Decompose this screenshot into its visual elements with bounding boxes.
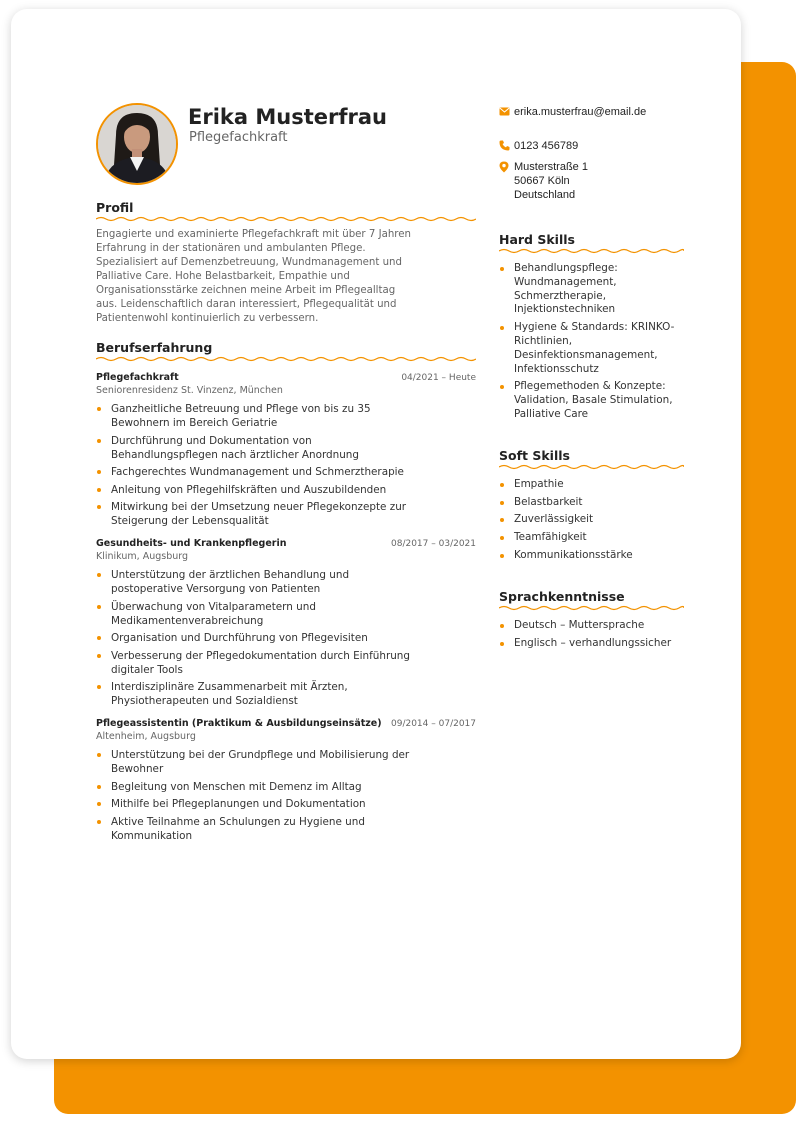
job-bullets <box>96 748 476 843</box>
section-heading-hard-skills: Hard Skills <box>499 232 575 247</box>
job-company: Seniorenresidenz St. Vinzenz, München <box>96 385 283 396</box>
bullet-item: Anleitung von Pflegehilfskräften und Auszubildenden <box>96 483 416 497</box>
skill-item: Kommunikationsstärke <box>499 549 684 563</box>
envelope-icon <box>499 105 514 120</box>
phone-icon <box>499 139 514 155</box>
contact-email[interactable] <box>499 105 684 120</box>
bullet-item: Aktive Teilnahme an Schulungen zu Hygiene und Kommunikation <box>96 815 416 843</box>
bullet-item: Verbesserung der Pflegedokumentation durch Einführung digitaler Tools <box>96 649 416 677</box>
email-text[interactable]: erika.musterfrau@email.de <box>514 106 647 118</box>
bullet-item: Fachgerechtes Wundmanagement und Schmerztherapie <box>96 465 416 479</box>
job-entry <box>96 718 476 843</box>
experience-section <box>96 340 476 843</box>
skill-item: Teamfähigkeit <box>499 531 684 545</box>
bullet-item: Unterstützung der ärztlichen Behandlung und postoperative Versorgung von Patienten <box>96 568 416 596</box>
contact-address <box>499 160 684 202</box>
resume-page <box>11 9 741 1059</box>
phone-text[interactable]: 0123 456789 <box>514 140 579 152</box>
bullet-item: Durchführung und Dokumentation von Behandlungspflegen nach ärztlicher Anordnung <box>96 434 416 462</box>
section-heading-soft-skills: Soft Skills <box>499 447 570 463</box>
profile-text: Engagierte und examinierte Pflegefachkraft mit über 7 Jahren Erfahrung in der stationären und ambulanten Pflege. Spezialisiert auf Demenzbetreuung, Wundmanagement und Palliative Care. Hohe Belastbarkeit, Empathie und Organisationsstärke zeichnen meine Arbeit im Pflegealltag aus. Leidenschaftlich daran interessiert, Pflegequalität und Patientenwohl kontinuierlich zu verbessern. <box>96 229 411 324</box>
skill-item: Belastbarkeit <box>499 496 684 510</box>
right-column <box>499 95 684 654</box>
contact-phone[interactable] <box>499 139 684 155</box>
soft-skills-section <box>499 448 684 563</box>
job-date: 08/2017 – 03/2021 <box>391 539 476 549</box>
hard-skills-list <box>499 262 684 422</box>
skill-item: Hygiene & Standards: KRINKO-Richtlinien, Desinfektionsmanagement, Infektionsschutz <box>499 321 684 376</box>
address-line: Deutschland <box>514 189 576 201</box>
address-line: Musterstraße 1 <box>514 161 588 173</box>
bullet-item: Mithilfe bei Pflegeplanungen und Dokumentation <box>96 797 416 811</box>
resume-header <box>96 95 476 190</box>
bullet-item: Interdisziplinäre Zusammenarbeit mit Ärzten, Physiotherapeuten und Sozialdienst <box>96 680 416 708</box>
languages-section <box>499 589 684 651</box>
heading-underline <box>499 605 684 611</box>
profile-section <box>96 200 476 326</box>
address-line: 50667 Köln <box>514 175 570 187</box>
job-bullets <box>96 402 476 528</box>
bullet-item: Unterstützung bei der Grundpflege und Mobilisierung der Bewohner <box>96 748 416 776</box>
section-heading-experience: Berufserfahrung <box>96 340 213 355</box>
section-heading-profile: Profil <box>96 200 134 215</box>
profile-photo <box>96 103 178 185</box>
language-item: Deutsch – Muttersprache <box>499 619 684 633</box>
contact-section <box>499 105 684 202</box>
section-heading-languages: Sprachkenntnisse <box>499 588 625 604</box>
portrait-image <box>98 105 176 183</box>
bullet-item: Mitwirkung bei der Umsetzung neuer Pflegekonzepte zur Steigerung der Lebensqualität <box>96 500 416 528</box>
bullet-item: Organisation und Durchführung von Pflegevisiten <box>96 631 416 645</box>
bullet-item: Begleitung von Menschen mit Demenz im Alltag <box>96 780 416 794</box>
job-date: 09/2014 – 07/2017 <box>391 719 476 729</box>
job-entry <box>96 372 476 528</box>
job-title: Pflegefachkraft <box>96 372 179 383</box>
job-company: Altenheim, Augsburg <box>96 731 196 742</box>
heading-underline <box>96 356 476 362</box>
candidate-name: Erika Musterfrau <box>188 105 387 129</box>
job-title: Gesundheits- und Krankenpflegerin <box>96 538 287 549</box>
skill-item: Zuverlässigkeit <box>499 513 684 527</box>
soft-skills-list <box>499 478 684 563</box>
location-pin-icon <box>499 160 514 202</box>
job-company: Klinikum, Augsburg <box>96 551 189 562</box>
job-entry <box>96 538 476 708</box>
job-title: Pflegeassistentin (Praktikum & Ausbildungseinsätze) <box>96 718 382 729</box>
job-date: 04/2021 – Heute <box>401 373 476 383</box>
heading-underline <box>499 248 684 254</box>
skill-item: Pflegemethoden & Konzepte: Validation, Basale Stimulation, Palliative Care <box>499 380 684 421</box>
candidate-title: Pflegefachkraft <box>189 130 288 145</box>
left-column <box>96 95 476 846</box>
bullet-item: Überwachung von Vitalparametern und Medikamentenverabreichung <box>96 600 416 628</box>
bullet-item: Ganzheitliche Betreuung und Pflege von bis zu 35 Bewohnern im Bereich Geriatrie <box>96 402 416 430</box>
skill-item: Empathie <box>499 478 684 492</box>
skill-item: Behandlungspflege: Wundmanagement, Schmerztherapie, Injektionstechniken <box>499 262 684 317</box>
heading-underline <box>96 216 476 222</box>
job-bullets <box>96 568 476 708</box>
language-item: Englisch – verhandlungssicher <box>499 637 684 651</box>
hard-skills-section <box>499 232 684 422</box>
languages-list <box>499 619 684 651</box>
heading-underline <box>499 464 684 470</box>
